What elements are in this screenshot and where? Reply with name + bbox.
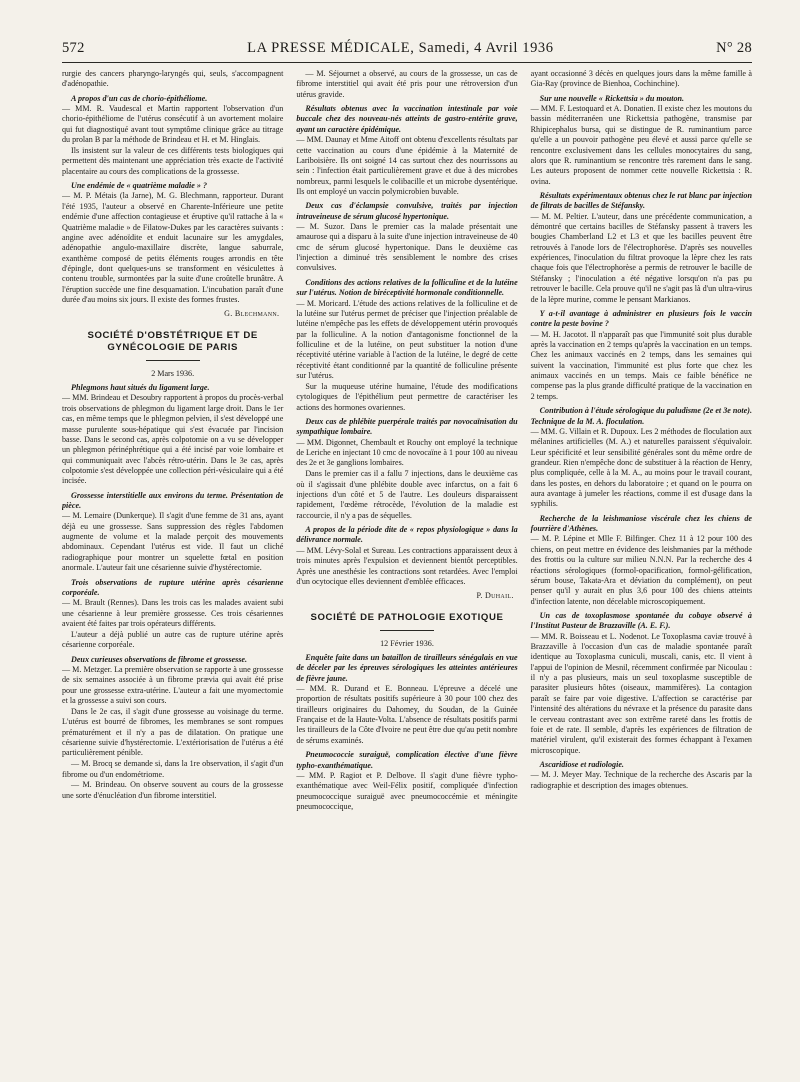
article-title: Phlegmons haut situés du ligament large.: [71, 383, 210, 393]
article-body: — MM. Daunay et Mme Aitoff ont obtenu d'excellents résultats par cette vaccination au cours d'une épidémie à la Maternité de Lariboisière. Ils ont soigné 14 cas surtout chez des nourrissons au sein : l'infection était particulièrement grave et due à des microbes nombreux, parmi lesquels le colibacille et un microbe dysentérique. Ils ont employé un vaccin polymicrobien buvable.: [296, 135, 518, 196]
page-number-left: 572: [62, 40, 85, 56]
issue-number: N° 28: [716, 40, 752, 56]
article-title: Deux cas de phlébite puerpérale traités par novocaïnisation du sympathique lombaire.: [296, 417, 518, 437]
article-title: Y a-t-il avantage à administrer en plusieurs fois le vaccin contre la peste bovine ?: [530, 308, 752, 329]
article-body: — M. Metzger. La première observation se rapporte à une grossesse de six semaines associée à un fibrome prævia qui avait été prise pour une grossesse extra-utérine. L'auteur a fait une myomectomie et la grossesse a suivi son cours.: [62, 664, 284, 706]
article-title: Ascaridiose et radiologie.: [539, 760, 624, 769]
paragraph: Sur la muqueuse utérine humaine, l'étude des modifications cytologiques de l'épithélium peut permettre de caractériser les actions des hormones ovariennes.: [296, 381, 518, 412]
article-title: Deux curieuses observations de fibrome et grossesse.: [71, 654, 248, 664]
columns: [62, 69, 752, 1069]
article-body: — MM. Digonnet, Chembault et Rouchy ont employé la technique de Leriche en injectant 10 cmc de novocaïne à 1 pour 100 au niveau des 2e et 3e ganglions lombaires.: [296, 437, 518, 468]
article-title: Trois observations de rupture utérine après césarienne corporéale.: [62, 577, 284, 597]
article-title: Sur une nouvelle « Rickettsia » du mouton.: [539, 93, 685, 103]
article-body: — MM. R. Durand et E. Bonneau. L'épreuve a décelé une proportion de résultats positifs supérieure à 30 pour 100 chez des tirailleurs originaires du Dahomey, du Soudan, de la Guinée Française et de la Haute-Volta. L'absence de résultats positifs parmi les tirailleurs de la Côte d'Ivoire ne peut être due qu'au petit nombre de sérums examinés.: [296, 684, 518, 745]
article-title: A propos de la période dite de « repos physiologique » dans la délivrance normale.: [296, 525, 518, 545]
society-rule: [146, 360, 200, 361]
article-body: — MM. R. Vaudescal et Martin rapportent l'observation d'un chorio-épithéliome de l'utérus consécutif à un avortement molaire qui fut diagnostiqué avant tout symptôme clinique grâce au titrage du prolan B par la méthode de Brindeau et H. et M. Hinglais.: [62, 104, 284, 145]
article-title: Un cas de toxoplasmose spontanée du cobaye observé à l'Institut Pasteur de Brazzaville (A. E. F.).: [530, 610, 752, 631]
article-body: — MM. G. Villain et R. Dupoux. Les 2 méthodes de floculation aux mélanines artificielles (M. A.) et naturelles paraissent s'équivaloir. Leur spécificité et leur sensibilité générales sont du même ordre de grandeur. Rien n'empêche donc de substituer à la réaction de Henry, plus compliquée, celle à la M. A., au moins pour le travail courant, dans les postes, en dehors du laboratoire ; et quand on le pourra on aura avantage à jumeler les réactions, comme il est d'usage dans la syphilis.: [530, 426, 752, 509]
author-signature: P. Duhail.: [476, 591, 514, 601]
article-body: — M. P. Lépine et Mlle F. Bilfinger. Chez 11 à 12 pour 100 des chiens, on peut mettre en évidence des leishmanies par la méthode des frottis ou la culture sur milieu N.N.N. Par la recherche des 4 réactions sérologiques (formol-opacification, formol-gélification, sérum bouse, Takata-Ara et déviation du complément), on peut penser qu'il y aurait en plus 3,6 pour 100 des chiens atteints d'infection latente, non décelable microscopiquement.: [530, 534, 752, 606]
article-body: — MM. Lévy-Solal et Sureau. Les contractions apparaissent deux à trois minutes après l'expulsion et deviennent bientôt perceptibles. Après une anesthésie les contractions sont retardées. Avec l'emploi d'un ocytocique elles deviennent d'emblée efficaces.: [296, 545, 518, 586]
paragraph: Ils insistent sur la valeur de ces différents tests biologiques qui permettent dès maintenant une appréciation très exacte de l'activité placentaire au cours des complications de la grossesse.: [62, 146, 284, 176]
paragraph: — M. Brocq se demande si, dans la 1re observation, il s'agit d'un fibrome ou d'un endométriome.: [62, 759, 284, 779]
page-header: [62, 40, 752, 57]
paragraph: Dans le 2e cas, il s'agit d'une grossesse au voisinage du terme. L'utérus est bourré de fibromes, les membranes se sont rompues prématurément et il n'y a pas de dilatation. On pratique une césarienne suivie d'hystérectomie. L'extériorisation de l'utérus a été particulièrement pénible.: [62, 706, 284, 758]
column-2: [296, 69, 517, 1069]
article-body: — M. P. Métais (la Jarne), M. G. Blechmann, rapporteur. Durant l'été 1935, l'auteur a observé en Charente-Inférieure une petite endémie d'une affection contagieuse et éruptive qu'il rattache à la « Quatrième maladie » de Filatow-Dukes par les caractères suivants : angine avec adénoïdite et enduit lacunaire sur les amygdales, adénopathie angulo-maxillaire discrète, langue saburrale, exanthème composé de petits éléments rouges arrondis en tête d'épingle, dont quelques-uns se transforment en vésiculettes à contenu trouble, surmontées par la suite d'une croûtelle brunâtre. A l'éruption succède une fine desquamation. L'incubation paraît d'une durée d'au moins six jours. Il existe des formes frustes.: [62, 191, 284, 305]
society-rule: [380, 630, 434, 631]
article-title: Une endémie de « quatrième maladie » ?: [71, 181, 208, 191]
article-title: Résultats obtenus avec la vaccination intestinale par voie buccale chez des nouveau-nés atteints de gastro-entérite grave, ayant un caractère épidémique.: [296, 104, 518, 134]
article-body: — M. M. Peltier. L'auteur, dans une précédente communication, a démontré que certains bacilles de Stéfansky passent à travers les bougies Chamberland L2 et L3 et que les bacilles peuvent être retrouvés à l'anode lors de l'électrophorèse. D'après ses nouvelles expériences, l'inoculation du filtrat provoque la lèpre chez les rats chaque fois que l'électrophorèse a permis de retrouver le bacille de Stéfansky ; l'inoculation a été négative lorsqu'on n'a pas pu retrouver le bacille. Cela prouve qu'il ne s'agit pas là d'un ultra-virus de la lèpre murine, comme le pensant Markianos.: [530, 211, 752, 304]
article-body: — MM. R. Boisseau et L. Nodenot. Le Toxoplasma caviæ trouvé à Brazzaville à l'occasion d'un cas de maladie spontanée paraît identique au Toxoplasma cuniculi, muscali, canis, etc. Il vient à l'appui de l'opinion de Mesnil, récemment confirmée par Nicoulau : il n'y a pas plusieurs, mais un seul toxoplasme susceptible de parasiter plusieurs hôtes (oiseaux, mammifères). La contagion paraît se faire par voie digestive. L'affection se caractérise par l'intensité des altérations du névraxe et la présence du parasite dans le cerveau contrastant avec son extrême rareté dans les frottis de foie et de rate. Il semble, d'après les expériences de filtration de matériel virulent, qu'il existerait des formes échappant à l'examen microscopique.: [530, 631, 752, 755]
paragraph: — M. Séjournet a observé, au cours de la grossesse, un cas de fibrome interstitiel qui avait été pris pour une rétroversion d'un utérus gravide.: [296, 69, 518, 99]
article-body: — M. J. Meyer May. Technique de la recherche des Ascaris par la radiographie et description des images obtenues.: [530, 770, 752, 790]
article-title: Conditions des actions relatives de la folliculine et de la lutéine sur l'utérus. Notion de biréceptivité hormonale conditionnelle.: [296, 277, 518, 298]
paragraph: rurgie des cancers pharyngo-laryngés qui, seuls, s'accompagnent d'adénopathie.: [62, 69, 284, 89]
column-1: [62, 69, 283, 1069]
author-signature: G. Blechmann.: [224, 309, 280, 319]
article-body: — M. Brault (Rennes). Dans les trois cas les malades avaient subi une césarienne à leur première grossesse. Ces trois césariennes avaient été faites par trois opérateurs différents.: [62, 598, 284, 628]
article-title: Deux cas d'éclampsie convulsive, traités par injection intraveineuse de sérum glucosé hypertonique.: [296, 201, 518, 221]
article-title: Enquête faite dans un bataillon de tirailleurs sénégalais en vue de déceler par les épreuves sérologiques les atteintes antérieures de fièvre jaune.: [296, 652, 518, 683]
article-body: — MM. Brindeau et Desoubry rapportent à propos du procès-verbal trois observations de phlegmon du ligament large droit. Dans le 1er cas, en même temps que le phlegmon pelvien, il s'est développé une masse purulente sous-hépatique qui s'est évacuée par l'incision basse. Dans le second cas, après colpotomie on a vu se développer un phlegmon périnéphrétique qui a été incisé par voie lombaire et qui communiquait avec l'abcès rétro-utérin. Dans le 3e cas, après colpotomie s'est développée une collection péri-vésiculaire qui a été incisée.: [62, 393, 284, 486]
session-date: 2 Mars 1936.: [151, 368, 195, 378]
session-date: 12 Février 1936.: [380, 638, 434, 648]
masthead-title: LA PRESSE MÉDICALE, Samedi, 4 Avril 1936: [247, 40, 554, 56]
society-heading: SOCIÉTÉ D'OBSTÉTRIQUE ET DE GYNÉCOLOGIE DE PARIS: [87, 329, 258, 353]
article-title: Contribution à l'étude sérologique du paludisme (2e et 3e note). Technique de la M. A. floculation.: [530, 406, 752, 426]
header-rule: [62, 62, 752, 63]
article-body: — M. Lemaire (Dunkerque). Il s'agit d'une femme de 31 ans, ayant déjà eu une grossesse. Sans suppression des règles l'abdomen augmente de volume et la malade perçoit des mouvements abdominaux. Cependant l'utérus est vide. Il faut un cliché radiographique pour montrer un squelette fœtal en position anormale. L'auteur fait une césarienne suivie d'hystérectomie.: [62, 511, 284, 573]
article-title: Pneumococcie suraiguë, complication élective d'une fièvre typho-exanthématique.: [296, 750, 518, 770]
article-title: A propos d'un cas de chorio-épithéliome.: [71, 93, 208, 103]
article-body: — M. Moricard. L'étude des actions relatives de la folliculine et de la lutéine sur l'utérus permet de préciser que l'injection préalable de lutéine n'empêche pas les effets de développement utérin provoqués par la folliculine. A la notion d'antagonisme fonctionnel de la folliculine et de la lutéine, on peut substituer la notion d'une réceptivité utérine variable à l'action de la lutéine, le degré de cette réceptivité étant conditionné par la quantité de folliculine présente sur l'utérus.: [296, 298, 518, 381]
society-heading: SOCIÉTÉ DE PATHOLOGIE EXOTIQUE: [310, 611, 504, 623]
article-title: Recherche de la leishmaniose viscérale chez les chiens de fourrière d'Athènes.: [530, 513, 752, 534]
article-body: — M. Suzor. Dans le premier cas la malade présentait une amaurose qui a disparu à la suite d'une injection intraveineuse de 40 cmc de sérum glucosé hypertonique. Dans le deuxième cas l'injection a diminué très sensiblement le nombre des crises convulsives.: [296, 222, 518, 273]
article-title: Résultats expérimentaux obtenus chez le rat blanc par injection de filtrats de bacilles de Stéfansky.: [530, 190, 752, 211]
article-body: — MM. F. Lestoquard et A. Donatien. Il existe chez les moutons du bassin méditerranéen une Rickettsia pathogène, transmise par Rhipicephalus bursa, qui se distingue de R. ruminantium parce qu'elle a un pouvoir pathogène peu élevé et aussi parce qu'elle se rencontre exclusivement dans les cellules monocytaires du sang, alors que R. ruminantium se rencontre très rarement dans le sang. Les auteurs proposent de nommer cette nouvelle Rickettsia : R. ovina.: [530, 104, 752, 186]
column-3: [531, 69, 752, 1069]
article-title: Grossesse interstitielle aux environs du terme. Présentation de pièce.: [62, 490, 284, 511]
article-body: — M. H. Jacotot. Il n'apparaît pas que l'immunité soit plus durable après la vaccination en 2 temps qu'après la vaccination en un temps. Chez les animaux vaccinés en 2 temps, dans les semaines qui suivent la vaccination, l'immunité est plus forte que chez les animaux vaccinés en un temps. Mais ce faible bénéfice ne compense pas la plus grande difficulté pratique de la vaccination en 2 temps.: [530, 329, 752, 401]
article-body: — MM. P. Ragiot et P. Delbove. Il s'agit d'une fièvre typho-exanthématique avec Weil-Félix positif, compliquée d'infection pneumococcique suraiguë avec pneumococcémie et méningite pneumococcique,: [296, 770, 518, 811]
paragraph: ayant occasionné 3 décès en quelques jours dans la même famille à Gia-Ray (province de Bienhoa, Cochinchine).: [530, 69, 752, 89]
paragraph: — M. Brindeau. On observe souvent au cours de la grossesse une sorte d'énucléation d'un fibrome interstitiel.: [62, 780, 284, 800]
paragraph: Dans le premier cas il a fallu 7 injections, dans le deuxième cas où il s'agissait d'une phlébite double avec infarctus, on a fait 6 injections d'un côté et 5 de l'autre. Les douleurs disparaissent rapidement, l'œdème rétrocède, l'évolution de la maladie est raccourcie, il n'y a pas de séquelles.: [296, 469, 518, 520]
paragraph: L'auteur a déjà publié un autre cas de rupture utérine après césarienne corporéale.: [62, 629, 284, 650]
